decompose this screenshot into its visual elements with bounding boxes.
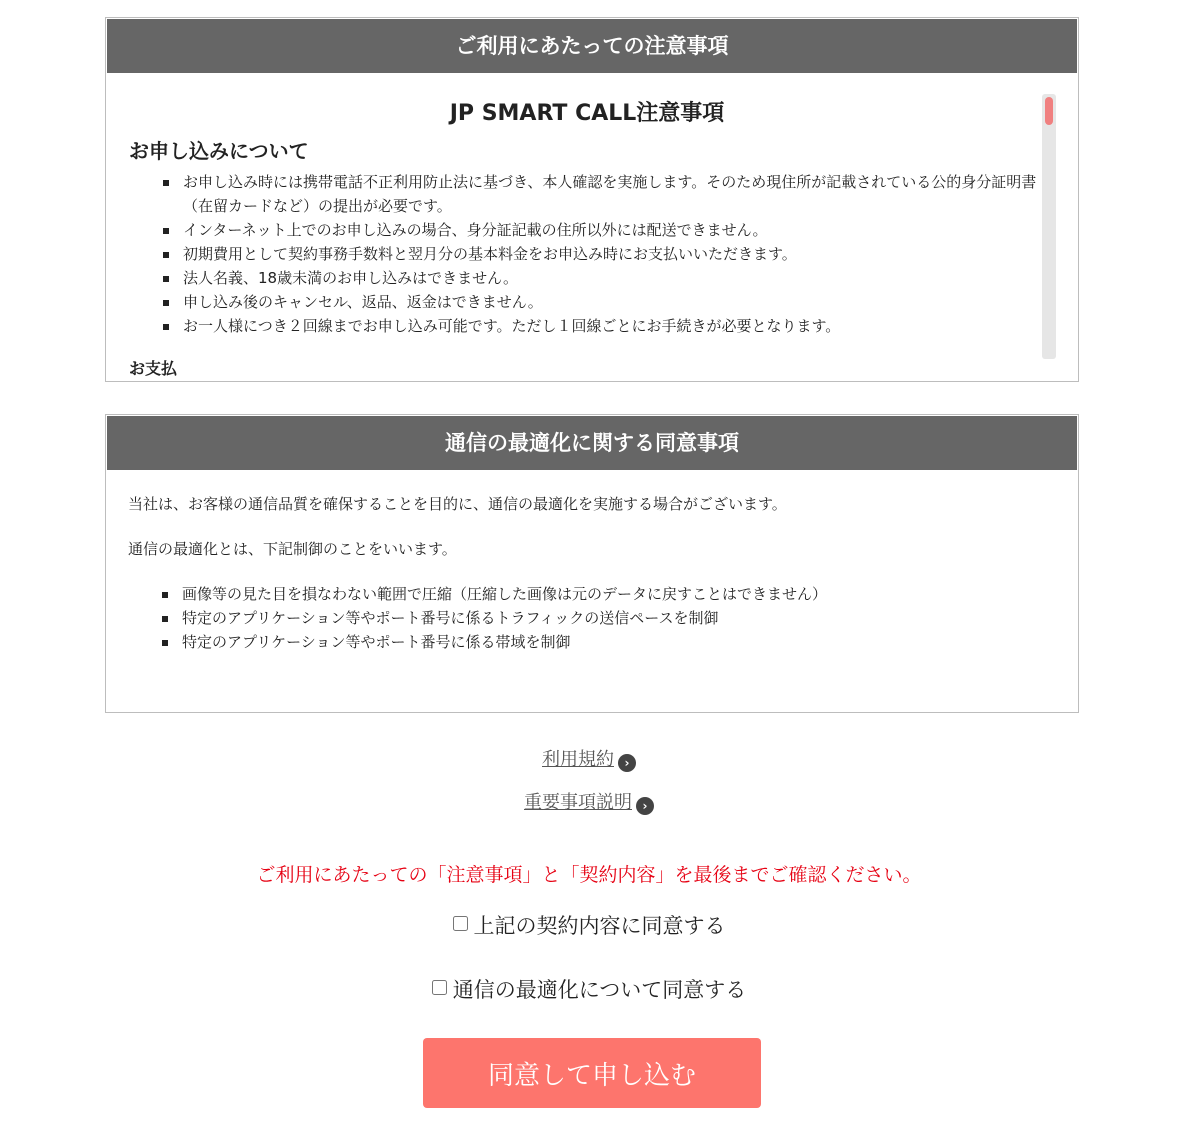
agree-contract-text: 上記の契約内容に同意する (473, 914, 726, 938)
list-item: 特定のアプリケーション等やポート番号に係る帯域を制御 (162, 630, 1042, 654)
terms-link-label: 利用規約 (542, 749, 614, 770)
important-matters-link[interactable] (524, 792, 632, 813)
optimize-paragraph: 通信の最適化とは、下記制御のことをいいます。 (128, 540, 457, 558)
list-item: お一人様につき２回線までお申し込み可能です。ただし１回線ごとにお手続きが必要となります。 (163, 314, 1043, 338)
scrollbar[interactable] (1042, 94, 1056, 359)
terms-link[interactable] (542, 749, 614, 770)
chevron-circle-right-icon[interactable]: › (618, 754, 636, 772)
scrollbar-thumb[interactable] (1045, 97, 1053, 125)
submit-button[interactable]: 同意して申し込む (423, 1038, 761, 1108)
agree-optimize-label[interactable] (432, 978, 747, 1002)
chevron-circle-right-icon[interactable]: › (636, 797, 654, 815)
optimize-panel (105, 414, 1079, 713)
agree-contract-label[interactable] (453, 914, 726, 938)
important-link-label: 重要事項説明 (524, 792, 632, 813)
optimize-list (128, 582, 1042, 654)
agree-optimize-row (0, 975, 1178, 1005)
agree-optimize-text: 通信の最適化について同意する (452, 978, 747, 1002)
notes-section-title: お申し込みについて (129, 139, 309, 163)
list-item: 画像等の見た目を損なわない範囲で圧縮（圧縮した画像は元のデータに戻すことはできません） (162, 582, 1042, 606)
agree-contract-row (0, 911, 1178, 941)
document-links (0, 745, 1178, 831)
notes-panel (105, 17, 1079, 382)
notes-list (107, 170, 1043, 338)
important-link-row (0, 788, 1178, 831)
notes-title: JP SMART CALL注意事項 (449, 101, 725, 126)
list-item: お申し込み時には携帯電話不正利用防止法に基づき、本人確認を実施します。そのため現住所が記載されている公的身分証明書（在留カードなど）の提出が必要です。 (163, 170, 1043, 218)
optimize-body (106, 470, 1078, 654)
list-item: 初期費用として契約事務手数料と翌月分の基本料金をお申込み時にお支払いいただきます。 (163, 242, 1043, 266)
notes-scroll-area[interactable] (107, 74, 1077, 381)
terms-link-row (0, 745, 1178, 788)
next-section-title: お支払 (129, 359, 178, 378)
optimize-panel-header: 通信の最適化に関する同意事項 (107, 416, 1077, 470)
optimize-paragraph: 当社は、お客様の通信品質を確保することを目的に、通信の最適化を実施する場合がございます。 (128, 495, 787, 513)
agree-contract-checkbox[interactable] (453, 916, 468, 931)
list-item: インターネット上でのお申し込みの場合、身分証記載の住所以外には配送できません。 (163, 218, 1043, 242)
list-item: 法人名義、18歳未満のお申し込みはできません。 (163, 266, 1043, 290)
list-item: 申し込み後のキャンセル、返品、返金はできません。 (163, 290, 1043, 314)
notes-panel-header: ご利用にあたっての注意事項 (107, 19, 1077, 73)
agree-optimize-checkbox[interactable] (432, 980, 447, 995)
list-item: 特定のアプリケーション等やポート番号に係るトラフィックの送信ペースを制御 (162, 606, 1042, 630)
confirm-warning-text: ご利用にあたっての「注意事項」と「契約内容」を最後までご確認ください。 (256, 864, 922, 886)
